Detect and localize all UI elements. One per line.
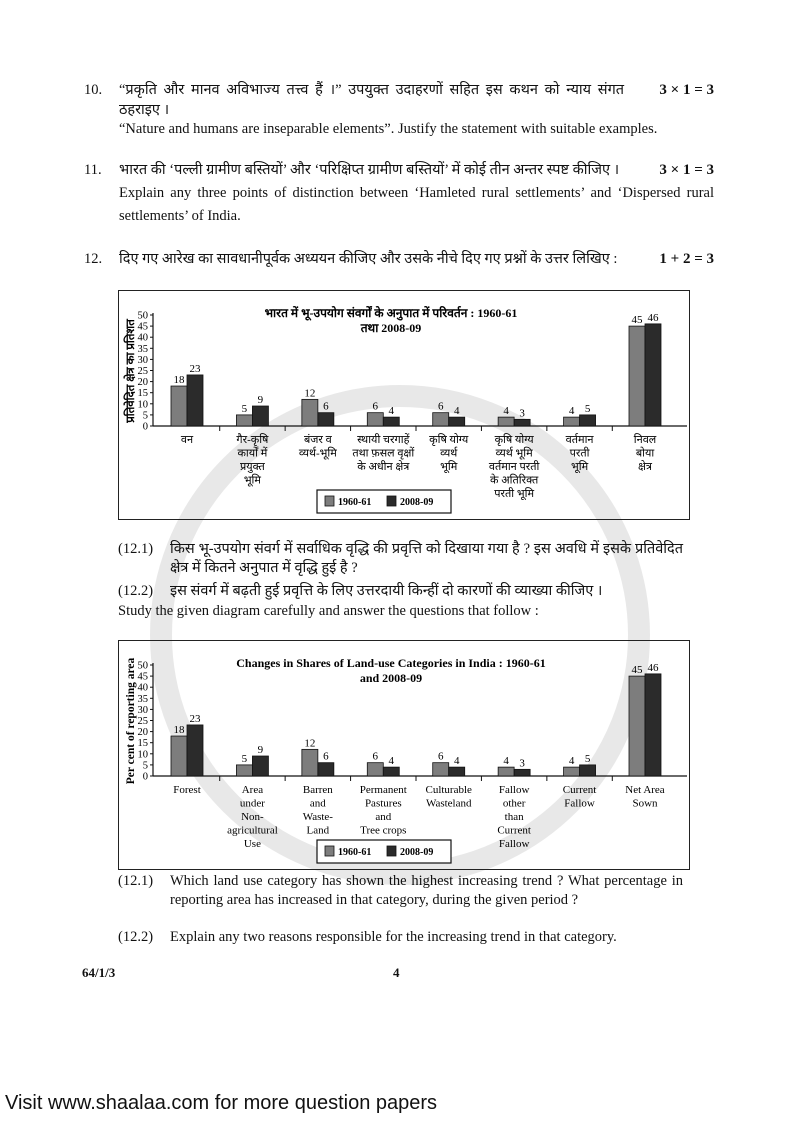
x-category-label: क्षेत्र [638, 461, 652, 473]
y-tick-label: 20 [137, 377, 148, 389]
y-tick-label: 20 [137, 727, 148, 739]
chart-english-svg [119, 641, 691, 871]
data-label: 46 [647, 661, 659, 674]
legend-swatch [325, 846, 334, 856]
question-11 [84, 159, 714, 228]
x-category-label: and [309, 797, 326, 810]
question-number: 12. [84, 251, 103, 267]
bar-2008-09 [645, 324, 661, 426]
bar-1960-61 [498, 767, 514, 776]
y-tick-label: 15 [137, 738, 148, 750]
subquestion-number: (12.1) [118, 873, 154, 889]
x-category-label: Permanent [359, 784, 407, 796]
x-category-label: बोया [635, 447, 655, 460]
bar-1960-61 [171, 386, 187, 426]
legend-label: 1960-61 [338, 847, 372, 858]
bar-2008-09 [580, 415, 596, 426]
x-category-label: Fallow [498, 784, 530, 796]
y-tick-label: 25 [137, 716, 148, 727]
data-label: 12 [304, 737, 316, 750]
x-category-label: Sown [632, 797, 658, 810]
subquestion-number: (12.2) [118, 929, 154, 945]
data-label: 6 [323, 400, 329, 413]
y-tick-label: 45 [137, 671, 148, 683]
x-category-label: Land [306, 824, 330, 837]
x-category-label: निवल [633, 434, 657, 446]
bar-1960-61 [367, 763, 383, 776]
y-tick-label: 30 [137, 354, 148, 366]
data-label: 6 [437, 750, 444, 763]
bar-2008-09 [449, 417, 465, 426]
legend-label: 1960-61 [338, 497, 372, 508]
chart-title: तथा 2008-09 [360, 321, 422, 335]
data-label: 5 [241, 752, 248, 765]
bar-1960-61 [564, 767, 580, 776]
x-category-label: कृषि योग्य [429, 434, 469, 446]
y-tick-label: 50 [137, 660, 148, 672]
x-category-label: Current [497, 824, 531, 837]
y-tick-label: 25 [137, 366, 148, 377]
y-axis-label: प्रतिवेदित क्षेत्र का प्रतिशत [125, 319, 137, 423]
data-label: 4 [453, 405, 460, 418]
chart-title: and 2008-09 [359, 671, 423, 685]
bar-2008-09 [318, 413, 334, 426]
x-category-label: Use [243, 838, 261, 850]
data-label: 18 [173, 724, 185, 737]
y-tick-label: 5 [142, 760, 148, 772]
x-category-label: वर्तमान परती [488, 461, 540, 473]
x-category-label: बंजर व [303, 434, 332, 446]
y-tick-label: 15 [137, 388, 148, 400]
question-number: 11. [84, 162, 102, 178]
x-category-label: के अतिरिक्त [490, 474, 539, 487]
data-label: 45 [631, 314, 643, 327]
data-label: 23 [189, 362, 201, 375]
bar-1960-61 [236, 415, 252, 426]
question-english: “Nature and humans are inseparable elements”. Justify the statement with suitable examples. [119, 121, 658, 137]
bar-2008-09 [252, 406, 268, 426]
y-tick-label: 10 [137, 399, 148, 411]
x-category-label: Forest [173, 784, 201, 796]
data-label: 5 [241, 402, 248, 415]
x-category-label: भूमि [243, 474, 262, 487]
x-category-label: under [239, 797, 265, 810]
question-12 [84, 250, 714, 270]
bar-1960-61 [629, 676, 645, 776]
bar-1960-61 [433, 763, 449, 776]
chart-title: Changes in Shares of Land-use Categories in India : 1960-61 [236, 656, 546, 670]
data-label: 45 [631, 664, 643, 677]
data-label: 18 [173, 374, 185, 387]
x-category-label: Wasteland [425, 797, 472, 810]
y-tick-label: 40 [137, 682, 148, 694]
question-hindi: दिए गए आरेख का सावधानीपूर्वक अध्ययन कीजिए और उसके नीचे दिए गए प्रश्नों के उत्तर लिखिए : [119, 251, 618, 267]
bar-1960-61 [171, 736, 187, 776]
marks: 3 × 1 = 3 [659, 82, 714, 98]
data-label: 6 [323, 750, 329, 763]
x-category-label: गैर-कृषि [236, 434, 269, 446]
x-category-label: Non- [241, 811, 264, 823]
data-label: 3 [519, 407, 525, 420]
x-category-label: कृषि योग्य [494, 434, 534, 446]
data-label: 4 [503, 755, 509, 768]
y-tick-label: 5 [142, 410, 148, 422]
chart-title: भारत में भू-उपयोग संवर्गों के अनुपात में परिवर्तन : 1960-61 [264, 306, 518, 320]
y-tick-label: 0 [142, 421, 148, 433]
question-number: 10. [84, 82, 103, 98]
x-category-label: Area [241, 784, 264, 796]
subquestion-hindi-12-1 [118, 540, 683, 578]
subquestion-text: इस संवर्ग में बढ़ती हुई प्रवृत्ति के लिए उत्तरदायी किन्हीं दो कारणों की व्याख्या कीजिए । [170, 583, 603, 599]
subquestion-text: किस भू-उपयोग संवर्ग में सर्वाधिक वृद्धि की प्रवृत्ति को दिखाया गया है ? इस अवधि में इसके प्रतिवेदित क्षेत्र में कितने अनुपात में वृद्धि हुई है ? [170, 541, 683, 576]
bar-2008-09 [187, 375, 203, 426]
bar-1960-61 [302, 399, 318, 426]
y-tick-label: 35 [137, 343, 148, 355]
english-intro: Study the given diagram carefully and answer the questions that follow : [118, 603, 539, 619]
data-label: 4 [453, 755, 460, 768]
bar-2008-09 [580, 765, 596, 776]
data-label: 4 [568, 405, 575, 418]
x-category-label: Net Area [625, 784, 665, 796]
footer-visit-link[interactable]: Visit www.shaalaa.com for more question papers [5, 1092, 438, 1114]
bar-1960-61 [433, 413, 449, 426]
y-tick-label: 45 [137, 321, 148, 333]
y-tick-label: 0 [142, 771, 148, 783]
chart-english [118, 640, 690, 870]
x-category-label: तथा फ़सल वृक्षों [352, 447, 415, 460]
x-category-label: and [375, 811, 392, 823]
bar-2008-09 [187, 725, 203, 776]
bar-1960-61 [236, 765, 252, 776]
x-category-label: Current [562, 784, 597, 796]
subquestion-text: Explain any two reasons responsible for the increasing trend in that category. [170, 929, 617, 945]
y-tick-label: 10 [137, 749, 148, 761]
x-category-label: वन [180, 434, 194, 446]
x-category-label: के अधीन क्षेत्र [357, 461, 410, 473]
x-category-label: स्थायी चरगाहें [357, 434, 410, 446]
legend-swatch [325, 496, 334, 506]
x-category-label: परती भूमि [494, 488, 535, 500]
x-category-label: Pastures [364, 797, 402, 810]
data-label: 6 [437, 400, 444, 413]
x-category-label: वर्तमान [565, 434, 594, 446]
x-category-label: Waste- [302, 811, 333, 823]
x-category-label: Fallow [498, 838, 530, 850]
x-category-label: भूमि [440, 461, 458, 473]
page-number: 4 [393, 965, 400, 980]
data-label: 6 [372, 750, 379, 763]
data-label: 6 [372, 400, 379, 413]
legend-label: 2008-09 [400, 847, 434, 858]
x-category-label: व्यर्थ [440, 447, 458, 460]
x-category-label: than [504, 811, 524, 823]
x-category-label: व्यर्थ-भूमि [298, 447, 337, 460]
y-tick-label: 30 [137, 704, 148, 716]
data-label: 4 [388, 405, 395, 418]
bar-1960-61 [629, 326, 645, 426]
question-hindi: भारत की ‘पल्ली ग्रामीण बस्तियों’ और ‘परिक्षिप्त ग्रामीण बस्तियों’ में कोई तीन अन्तर स्पष्ट कीजिए । [119, 162, 620, 178]
bar-2008-09 [449, 767, 465, 776]
bar-2008-09 [318, 763, 334, 776]
subquestion-text: Which land use category has shown the highest increasing trend ? What percentage in reporting area has increased in that category, during the given period ? [170, 873, 683, 908]
paper-code: 64/1/3 [82, 965, 116, 980]
y-tick-label: 40 [137, 332, 148, 344]
bar-2008-09 [645, 674, 661, 776]
x-category-label: कार्यों में [237, 447, 268, 460]
bar-2008-09 [252, 756, 268, 776]
bar-2008-09 [383, 417, 399, 426]
bar-1960-61 [367, 413, 383, 426]
data-label: 4 [568, 755, 575, 768]
data-label: 9 [257, 744, 264, 757]
legend-label: 2008-09 [400, 497, 434, 508]
subquestion-english-12-1 [118, 872, 683, 910]
x-category-label: Culturable [425, 784, 472, 796]
subquestion-number: (12.2) [118, 583, 154, 599]
data-label: 12 [304, 387, 316, 400]
subquestion-hindi-12-2 [118, 582, 683, 601]
x-category-label: व्यर्थ भूमि [495, 447, 533, 460]
x-category-label: agricultural [227, 824, 278, 837]
data-label: 23 [189, 712, 201, 725]
subquestion-english-12-2 [118, 928, 683, 947]
question-english: Explain any three points of distinction between ‘Hamleted rural settlements’ and ‘Dispersed rural settlements’ of India. [119, 185, 714, 224]
subquestion-number: (12.1) [118, 541, 154, 557]
y-tick-label: 35 [137, 693, 148, 705]
x-category-label: प्रयुक्त [240, 461, 265, 473]
legend-swatch [387, 846, 396, 856]
data-label: 9 [257, 394, 264, 407]
bar-1960-61 [498, 417, 514, 426]
data-label: 4 [388, 755, 395, 768]
y-tick-label: 50 [137, 310, 148, 322]
x-category-label: Fallow [564, 797, 595, 810]
chart-hindi [118, 290, 690, 520]
bar-2008-09 [514, 419, 530, 426]
marks: 1 + 2 = 3 [659, 251, 714, 267]
data-label: 3 [519, 757, 525, 770]
bar-2008-09 [383, 767, 399, 776]
x-category-label: परती [569, 447, 590, 460]
data-label: 4 [503, 405, 509, 418]
bar-1960-61 [302, 749, 318, 776]
legend-swatch [387, 496, 396, 506]
data-label: 5 [584, 402, 591, 415]
data-label: 46 [647, 311, 659, 324]
data-label: 5 [584, 752, 591, 765]
bar-2008-09 [514, 769, 530, 776]
x-category-label: Tree crops [360, 824, 407, 837]
question-10 [84, 81, 714, 140]
x-category-label: other [502, 797, 526, 810]
chart-hindi-svg [119, 291, 691, 521]
marks: 3 × 1 = 3 [659, 162, 714, 178]
x-category-label: Barren [302, 784, 333, 796]
bar-1960-61 [564, 417, 580, 426]
y-axis-label: Per cent of reporting area [125, 657, 137, 785]
x-category-label: भूमि [570, 461, 589, 473]
question-hindi: “प्रकृति और मानव अविभाज्य तत्त्व हैं ।” उपयुक्त उदाहरणों सहित इस कथन को न्याय संगत ठहराइए । [119, 82, 624, 118]
